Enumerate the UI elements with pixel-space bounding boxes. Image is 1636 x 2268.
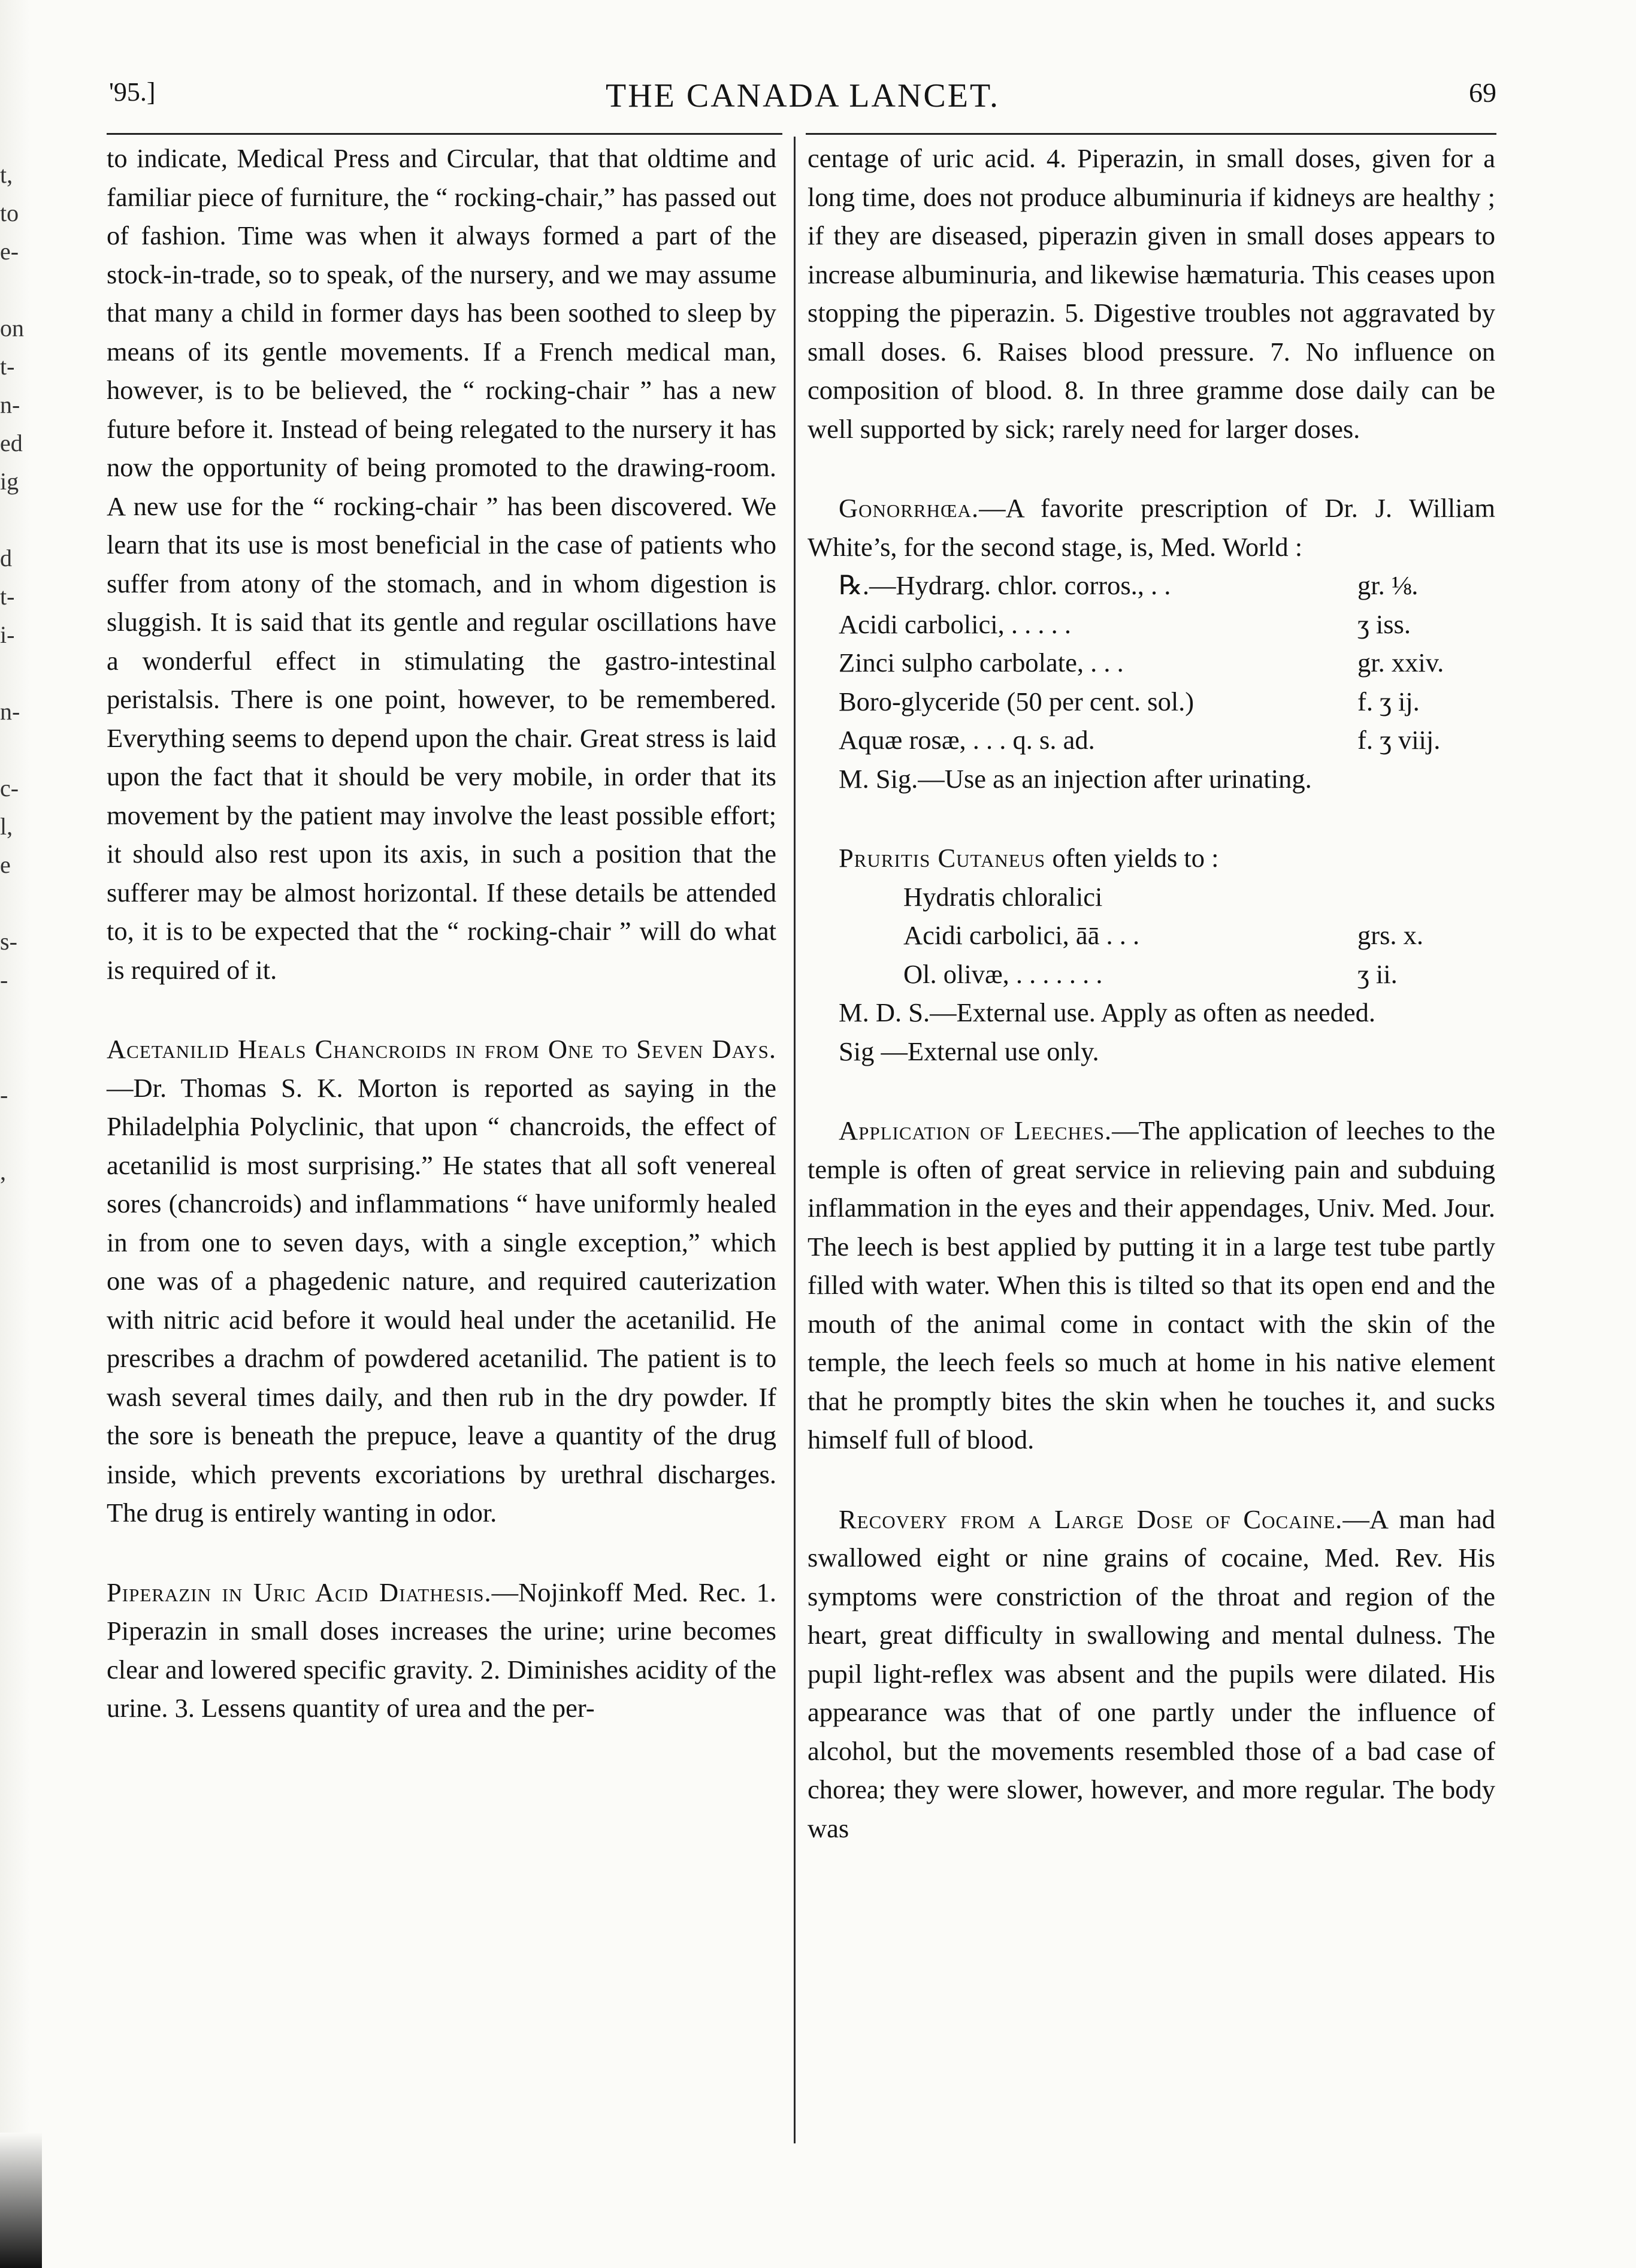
margin-fragment: - [0,966,8,993]
ingredient: ℞.—Hydrarg. chlor. corros., . . [839,570,1171,600]
header-rule-left [107,133,782,135]
dose [1357,878,1495,917]
prescription-pruritis [903,878,1495,994]
margin-fragment: l, [0,813,13,840]
margin-fragment: e [0,851,11,878]
article-body: —Nojinkoff Med. Rec. 1. Piperazin in small doses increases the urine; urine becomes clear and lowered specific gravity. 2. Diminishes acidity of the urine. 3. Lessens quantity of urea and the per- [107,1577,776,1723]
article-body: —The application of leeches to the temple is often of great service in relieving pain and subduing inflammation in the eyes and their appendages, Univ. Med. Jour. The leech is best applied by putting it in a large test tube partly filled with water. When this is tilted so that its open end and the mouth of the animal come in contact with the skin of the temple, the leech feels so much at home in his native element that he promptly bites the skin when he touches it, and sucks himself full of blood. [808,1115,1495,1454]
margin-fragment: ig [0,468,19,495]
prescription-line [839,566,1495,605]
margin-fragment [0,501,20,539]
margin-fragment: , [0,1158,6,1185]
margin-fragment: e- [0,238,19,265]
rocking-chair-article: to indicate, Medical Press and Circular, that that oldtime and familiar piece of furniture, the “ rocking-chair,” has passed out of fashion. Time was when it always formed a part of the stock-in-trade, so to speak, of the nursery, and we may assume that many a child in former days has been soothed to sleep by means of its gentle movements. If a French medical man, however, is to be believed, the “ rocking-chair ” has a new future before it. Instead of being relegated to the nursery it has now the opportunity of being promoted to the drawing-room. A new use for the “ rocking-chair ” has been discovered. We learn that its use is most beneficial in the case of patients who suffer from atony of the stomach, and in whom digestion is sluggish. It is said that its gentle and regular oscillations have a wonderful effect in stimulating the gastro-intestinal peristalsis. There is one point, however, to be remembered. Everything seems to depend upon the chair. Great stress is laid upon the fact that it should be very mobile, in order that its movement by the patient may involve the least possible effort; it should also rest upon its axis, in such a position that the sufferer may be almost horizontal. If these details be attended to, it is to be expected that the “ rocking-chair ” will do what is required of it. [107,143,776,985]
article-heading: Recovery from a Large Dose of Cocaine. [839,1504,1343,1534]
margin-fragment: t, [0,161,13,188]
prescription-line [839,643,1495,682]
margin-fragment: on [0,315,24,341]
header-rule-right [806,133,1496,135]
journal-title: THE CANADA LANCET. [605,77,1000,114]
article-heading: Piperazin in Uric Acid Diathesis. [107,1577,492,1607]
margin-fragment [0,999,20,1038]
binding-shadow [0,2133,42,2268]
margin-fragment [0,731,20,769]
article-body: —A man had swallowed eight or nine grains of cocaine, Med. Rev. His symptoms were constriction of the throat and region of the heart, great difficulty in swallowing and mental dulness. The pupil light-reflex was absent and the pupils were dilated. His appearance was that of one partly under the influence of alcohol, but the movements resembled those of a bad case of chorea; they were slower, however, and more regular. The body was [808,1504,1495,1843]
prescription-line [839,721,1495,760]
margin-fragment: n- [0,391,20,418]
prescription-line [903,955,1495,994]
dose: ʒ ii. [1357,958,1398,989]
margin-fragment: d [0,545,12,571]
article-heading: Gonorrhœa. [839,493,979,523]
margin-fragment: n- [0,698,20,725]
margin-fragment: c- [0,775,19,802]
prescription-line [839,682,1495,721]
prescription-sig-2: Sig —External use only. [839,1036,1099,1066]
piperazin-article [107,1573,776,1728]
margin-fragment [0,1038,20,1076]
column-divider [794,137,796,2143]
ingredient: Boro-glyceride (50 per cent. sol.) [839,686,1195,716]
margin-fragment [0,654,20,693]
leeches-article [808,1111,1495,1459]
margin-fragment [0,271,20,309]
margin-fragment: t- [0,583,15,610]
volume-mark: '95.] [109,77,156,107]
margin-fragment: s- [0,928,17,955]
pruritis-article [808,839,1495,878]
prescription-line [903,916,1495,955]
dose: ʒ iss. [1357,609,1411,639]
right-column [808,139,1495,1847]
cocaine-article [808,1500,1495,1848]
ingredient: Ol. olivæ, . . . . . . . [903,958,1103,989]
prescription-line [903,878,1495,917]
prescription-line [839,605,1495,644]
prescription-mds: M. D. S.—External use. Apply as often as needed. [839,997,1375,1027]
acetanilid-article [107,1030,776,1532]
article-body: —Dr. Thomas S. K. Morton is reported as saying in the Philadelphia Polyclinic, that upon “ chancroids, the effect of acetanilid is most surprising.” He states that all soft venereal sores (chancroids) and inflammations “ have uniformly healed in from one to seven days, with a single exception,” which one was of a phagedenic nature, and required cauterization with nitric acid before it would heal under the acetanilid. He prescribes a drachm of powdered acetanilid. The patient is to wash several times daily, and then rub in the dry powder. If the sore is beneath the prepuce, leave a quantity of the drug inside, which prevents excoriations by urethral discharges. The drug is entirely wanting in odor. [107,1072,776,1528]
ingredient: Hydratis chloralici [903,881,1103,912]
gonorrhoea-article [808,489,1495,566]
ingredient: Acidi carbolici, . . . . . [839,609,1072,639]
margin-fragment [0,1114,20,1153]
margin-fragment: t- [0,353,15,380]
dose: f. ʒ ij. [1357,686,1420,716]
article-body: —A favorite prescription of Dr. J. William White’s, for the second stage, is, Med. World : [808,493,1495,562]
piperazin-continued: centage of uric acid. 4. Piperazin, in small doses, given for a long time, does not produce albuminuria if kidneys are healthy ; if they are diseased, piperazin given in small doses appears to increase albuminuria, and likewise hæmaturia. This ceases upon stopping the piperazin. 5. Digestive troubles not aggravated by small doses. 6. Raises blood pressure. 7. No influence on composition of blood. 8. In three gramme dose daily can be well supported by sick; rarely need for larger doses. [808,143,1495,444]
dose: gr. xxiv. [1357,648,1444,678]
prescription-sig: M. Sig.—Use as an injection after urinating. [839,763,1312,794]
margin-fragment [0,884,20,923]
prescription-gonorrhoea [839,566,1495,760]
running-header [109,77,1496,125]
article-heading: Application of Leeches. [839,1115,1112,1145]
margin-fragment: to [0,199,19,226]
ingredient: Zinci sulpho carbolate, . . . [839,648,1124,678]
left-column [107,139,776,1728]
dose: f. ʒ viij. [1357,725,1441,755]
article-body: often yields to : [1045,843,1219,873]
dose: grs. x. [1357,920,1424,950]
adjacent-page-fragments [0,156,24,1191]
margin-fragment: ed [0,430,23,456]
margin-fragment: i- [0,621,15,648]
article-heading: Acetanilid Heals Chancroids in from One to Seven Days. [107,1034,776,1064]
dose: gr. ⅛. [1357,570,1419,600]
article-heading: Pruritis Cutaneus [839,843,1046,873]
margin-fragment: - [0,1081,8,1108]
page-number: 69 [1469,77,1496,108]
ingredient: Acidi carbolici, āā . . . [903,920,1140,950]
ingredient: Aquæ rosæ, . . . q. s. ad. [839,725,1095,755]
